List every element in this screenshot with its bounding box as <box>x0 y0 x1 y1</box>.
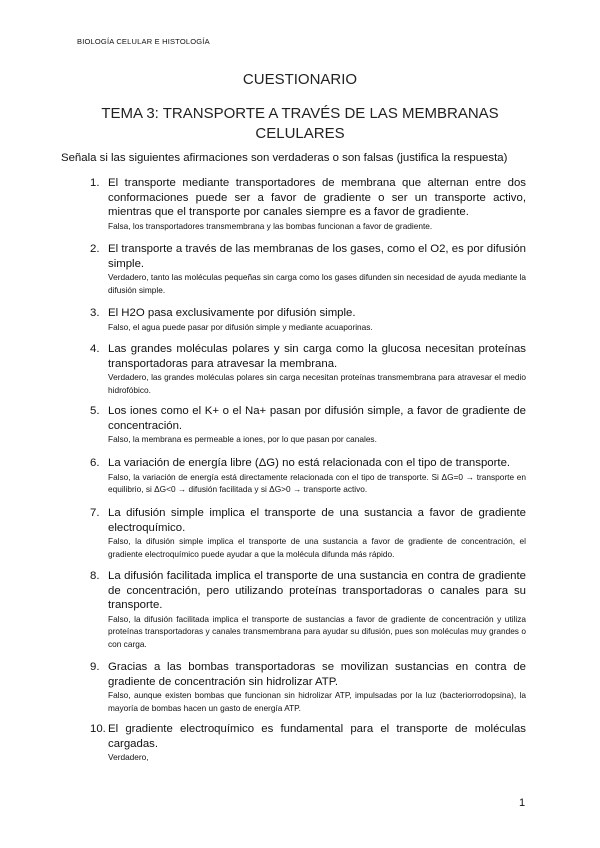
question-number: 4. <box>90 343 100 355</box>
running-header: BIOLOGÍA CELULAR E HISTOLOGÍA <box>77 37 210 46</box>
question-text: La difusión facilitada implica el transporte de una sustancia en contra de gradiente de concentración, pero utilizando proteínas transportadoras o canales para su transporte. <box>108 570 526 611</box>
document-subtitle: TEMA 3: TRANSPORTE A TRAVÉS DE LAS MEMBRANAS CELULARES <box>101 105 499 142</box>
question-number: 5. <box>90 405 100 417</box>
question-text: El H2O pasa exclusivamente por difusión simple. <box>108 307 356 319</box>
question-number: 9. <box>90 661 100 673</box>
question-text: La difusión simple implica el transporte de una sustancia a favor de gradiente electroquímico. <box>108 507 526 534</box>
answer-text: Falsa, los transportadores transmembrana y las bombas funcionan a favor de gradiente. <box>108 220 433 231</box>
question-number: 6. <box>90 457 100 469</box>
answer-text: Verdadero, las grandes moléculas polares sin carga necesitan proteínas transmembrana para atravesar el medio hidrofóbico. <box>108 372 526 395</box>
question-number: 10. <box>90 723 106 735</box>
question-text: El gradiente electroquímico es fundamental para el transporte de moléculas cargadas. <box>108 723 526 750</box>
answer-text: Verdadero, tanto las moléculas pequeñas sin carga como los gases difunden sin necesidad de ayuda mediante la difusión simple. <box>108 272 526 295</box>
question-text: Gracias a las bombas transportadoras se movilizan sustancias en contra de gradiente de concentración sin hidrolizar ATP. <box>108 661 526 688</box>
question-number: 2. <box>90 243 100 255</box>
question-item <box>108 569 526 650</box>
question-number: 8. <box>90 570 100 582</box>
question-item <box>108 242 526 296</box>
question-number: 3. <box>90 307 100 319</box>
document-title: CUESTIONARIO <box>242 71 358 88</box>
question-item <box>108 660 526 714</box>
question-item <box>108 176 526 232</box>
question-text: La variación de energía libre (ΔG) no está relacionada con el tipo de transporte. <box>108 457 511 469</box>
page-number: 1 <box>519 797 526 809</box>
question-text: El transporte mediante transportadores de membrana que alternan entre dos conformaciones puede ser a favor de gradiente o ser un transporte activo, mientras que el transporte por canales siempre es a favor de gradiente. <box>108 177 526 218</box>
answer-text: Falso, la difusión simple implica el transporte de una sustancia a favor de gradiente de concentración, el gradiente electroquímico puede ayudar a que la molécula difunda más rápido. <box>108 536 526 559</box>
question-item <box>108 306 526 333</box>
question-number: 1. <box>90 177 100 189</box>
answer-text: Falso, el agua puede pasar por difusión simple y mediante acuaporinas. <box>108 321 373 332</box>
question-text: El transporte a través de las membranas de los gases, como el O2, es por difusión simple. <box>108 243 526 270</box>
question-number: 7. <box>90 507 100 519</box>
question-item <box>108 342 526 396</box>
answer-text: Falso, la difusión facilitada implica el transporte de sustancias a favor de gradiente de concentración y utiliza proteínas transportadoras y canales transmembrana para ayudar su difusión, pues son moléculas muy grandes o con carga. <box>108 613 526 649</box>
question-text: Las grandes moléculas polares y sin carga como la glucosa necesitan proteínas transportadoras para atravesar la membrana. <box>108 343 526 370</box>
question-item <box>108 722 526 764</box>
question-item <box>108 404 526 446</box>
question-item <box>108 456 526 496</box>
answer-text: Falso, la membrana es permeable a iones, por lo que pasan por canales. <box>108 434 377 444</box>
question-text: Los iones como el K+ o el Na+ pasan por difusión simple, a favor de gradiente de concentración. <box>108 405 526 432</box>
answer-text: Verdadero, <box>108 752 149 762</box>
question-item <box>108 506 526 560</box>
answer-text: Falso, la variación de energía está directamente relacionada con el tipo de transporte. Si ΔG=0 → transporte en equilibrio, si ΔG<0 → difusión facilitada y si ΔG>0 → transporte activo. <box>108 471 526 494</box>
instructions: Señala si las siguientes afirmaciones son verdaderas o son falsas (justifica la respuesta) <box>61 152 508 164</box>
answer-text: Falso, aunque existen bombas que funcionan sin hidrolizar ATP, impulsadas por la luz (bacteriorrodopsina), la mayoría de bombas hacen un gasto de energía ATP. <box>108 690 526 713</box>
